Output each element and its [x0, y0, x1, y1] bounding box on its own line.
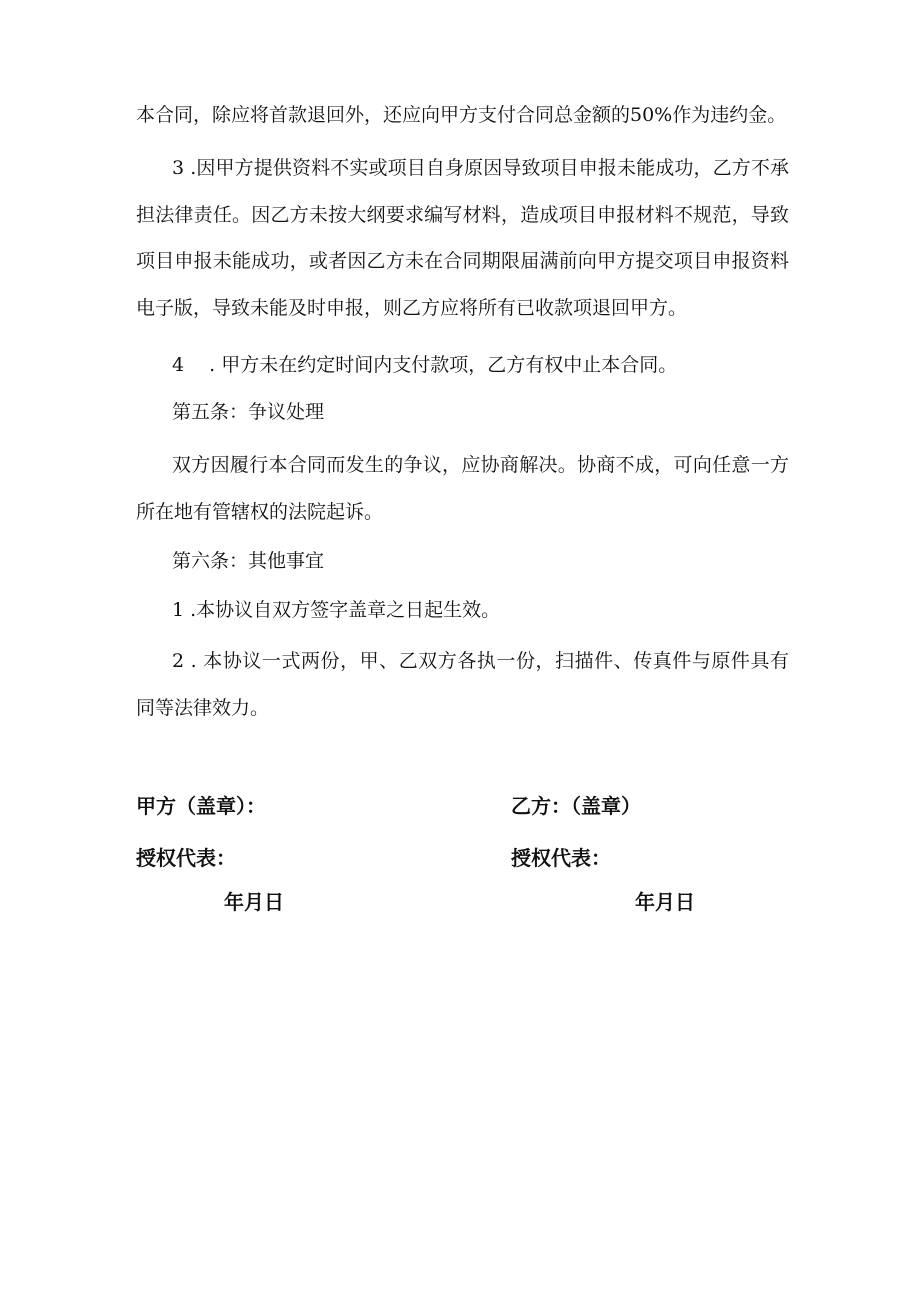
dispute-resolution-paragraph: 双方因履行本合同而发生的争议，应协商解决。协商不成，可向任意一方所在地有管辖权的法院起诉。: [136, 454, 789, 523]
party-b-date-label: 年月日: [635, 890, 695, 914]
party-a-date-label: 年月日: [224, 890, 284, 914]
party-b-seal-label: 乙方：（盖章）: [511, 794, 641, 818]
party-a-seal-label: 甲方（盖章）：: [136, 794, 266, 818]
party-a-representative-label: 授权代表：: [136, 846, 236, 870]
breach-penalty-paragraph: 本合同，除应将首款退回外，还应向甲方支付合同总金额的50%作为违约金。: [136, 104, 787, 126]
article-6-heading: 第六条：其他事宜: [172, 550, 325, 572]
effective-date-paragraph: 1 .本协议自双方签字盖章之日起生效。: [172, 599, 501, 621]
party-b-representative-label: 授权代表：: [511, 846, 611, 870]
article-5-heading: 第五条：争议处理: [172, 401, 325, 423]
copies-paragraph: 2 . 本协议一式两份，甲、乙双方各执一份，扫描件、传真件与原件具有同等法律效力。: [136, 650, 789, 719]
clause-3-paragraph: 3 .因甲方提供资料不实或项目自身原因导致项目申报未能成功，乙方不承担法律责任。因乙方未按大纲要求编写材料，造成项目申报材料不规范，导致项目申报未能成功，或者因乙方未在合同期限届满前向甲方提交项目申报资料电子版，导致未能及时申报，则乙方应将所有已收款项退回甲方。: [136, 157, 789, 319]
clause-4-paragraph: 4 . 甲方未在约定时间内支付款项，乙方有权中止本合同。: [172, 354, 678, 376]
